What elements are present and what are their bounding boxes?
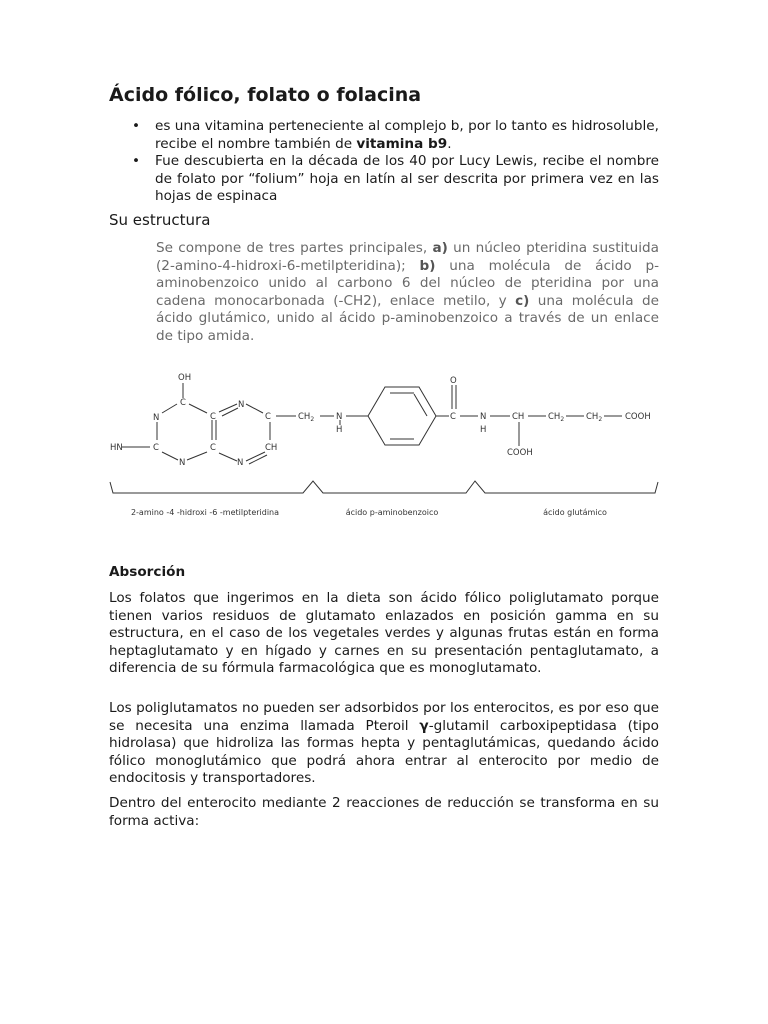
atom-n: N [238, 400, 245, 410]
absorption-paragraph-1: Los folatos que ingerimos en la dieta son ácido fólico poliglutamato porque tienen varios residuos de glutamato enlazados en posición gamma en su estructura, en el caso de los vegetales verdes y algunas frutas están en forma heptaglutamato y en hígado y carnes en su presentación pentaglutamato, a diferencia de su fórmula farmacológica que es monoglutamato. [109, 590, 659, 676]
page-title: Ácido fólico, folato o folacina [109, 84, 422, 106]
atom-n: N [480, 412, 487, 422]
atom-ch2: $CH_2$ [298, 412, 315, 423]
atom-c: C [450, 412, 456, 422]
part-c-text: una molécula de ácido glutámico, unido al ácido p-aminobenzoico a través de un enlace de tipo amida. [156, 292, 659, 344]
list-item [109, 153, 659, 206]
atom-cooh: COOH [507, 448, 533, 458]
atom-h: H [480, 425, 487, 435]
absorption-paragraph-2: Los poliglutamatos no pueden ser adsorbidos por los enterocitos, es por eso que se necesita una enzima llamada Pteroil γ-glutamil carboxipeptidasa (tipo hidrolasa) que hidroliza las formas hepta y pentaglutámicas, quedando ácido fólico monoglutámico que podrá ahora entrar al enterocito por medio de endocitosis y transportadores. [109, 700, 659, 786]
list-item [109, 118, 659, 153]
gamma-symbol: γ [419, 717, 429, 734]
atom-n: N [336, 412, 343, 422]
part-a-label: a) [432, 240, 448, 256]
section-label-glutamic: ácido glutámico [543, 508, 607, 517]
bullet-icon: • [132, 118, 141, 134]
atom-c: C [180, 398, 186, 408]
part-b-text: una molécula de ácido p-aminobenzoico unido al carbono 6 del núcleo de pteridina por una cadena monocarbonada (-CH2), enlace metilo, y [156, 257, 659, 309]
section-label-paba: ácido p-aminobenzoico [345, 508, 439, 517]
absorption-heading: Absorción [109, 564, 186, 580]
structure-intro: Se compone de tres partes principales, [156, 240, 433, 256]
vitamin-name: vitamina b9 [356, 135, 448, 152]
atom-c: C [265, 412, 271, 422]
bullet-text: es una vitamina perteneciente al complejo b, por lo tanto es hidrosoluble, recibe el nombre también de [155, 118, 659, 152]
structure-heading: Su estructura [109, 211, 211, 229]
atom-ch: CH [265, 443, 278, 453]
atom-cooh: COOH [625, 412, 651, 422]
section-label-pteridine: 2-amino -4 -hidroxi -6 -metilpteridina [130, 508, 280, 517]
atom-n: N [179, 458, 186, 468]
structure-paragraph [156, 240, 659, 345]
atom-n: N [237, 458, 244, 468]
part-a-text: un núcleo pteridina sustituida (2-amino-4-hidroxi-6-metilpteridina); [156, 240, 659, 274]
atom-h: H [336, 425, 343, 435]
atom-ch2: $CH_2$ [548, 412, 565, 423]
bullet-icon: • [132, 153, 141, 169]
atom-oh: OH [178, 373, 192, 383]
bond-lines [110, 383, 658, 493]
part-c-label: c) [515, 292, 530, 309]
bullet-text: Fue descubierta en la década de los 40 por Lucy Lewis, recibe el nombre de folato por “folium” hoja en latín al ser descrita por primera vez en las hojas de espinaca [155, 153, 659, 204]
folic-acid-structure-diagram [100, 360, 665, 525]
bullet-text-end: . [447, 135, 452, 152]
atom-c: C [210, 443, 216, 453]
atom-ch: CH [512, 412, 525, 422]
intro-bullet-list [109, 118, 659, 206]
atom-c: C [153, 443, 159, 453]
absorption-paragraph-3: Dentro del enterocito mediante 2 reacciones de reducción se transforma en su forma activa: [109, 795, 659, 829]
atom-o: O [450, 376, 457, 386]
atom-labels [110, 373, 651, 468]
section-labels [131, 508, 607, 517]
atom-n: N [153, 413, 160, 423]
atom-c: C [210, 412, 216, 422]
atom-hn: HN [110, 443, 123, 453]
atom-ch2: $CH_2$ [586, 412, 603, 423]
part-b-label: b) [419, 257, 436, 274]
